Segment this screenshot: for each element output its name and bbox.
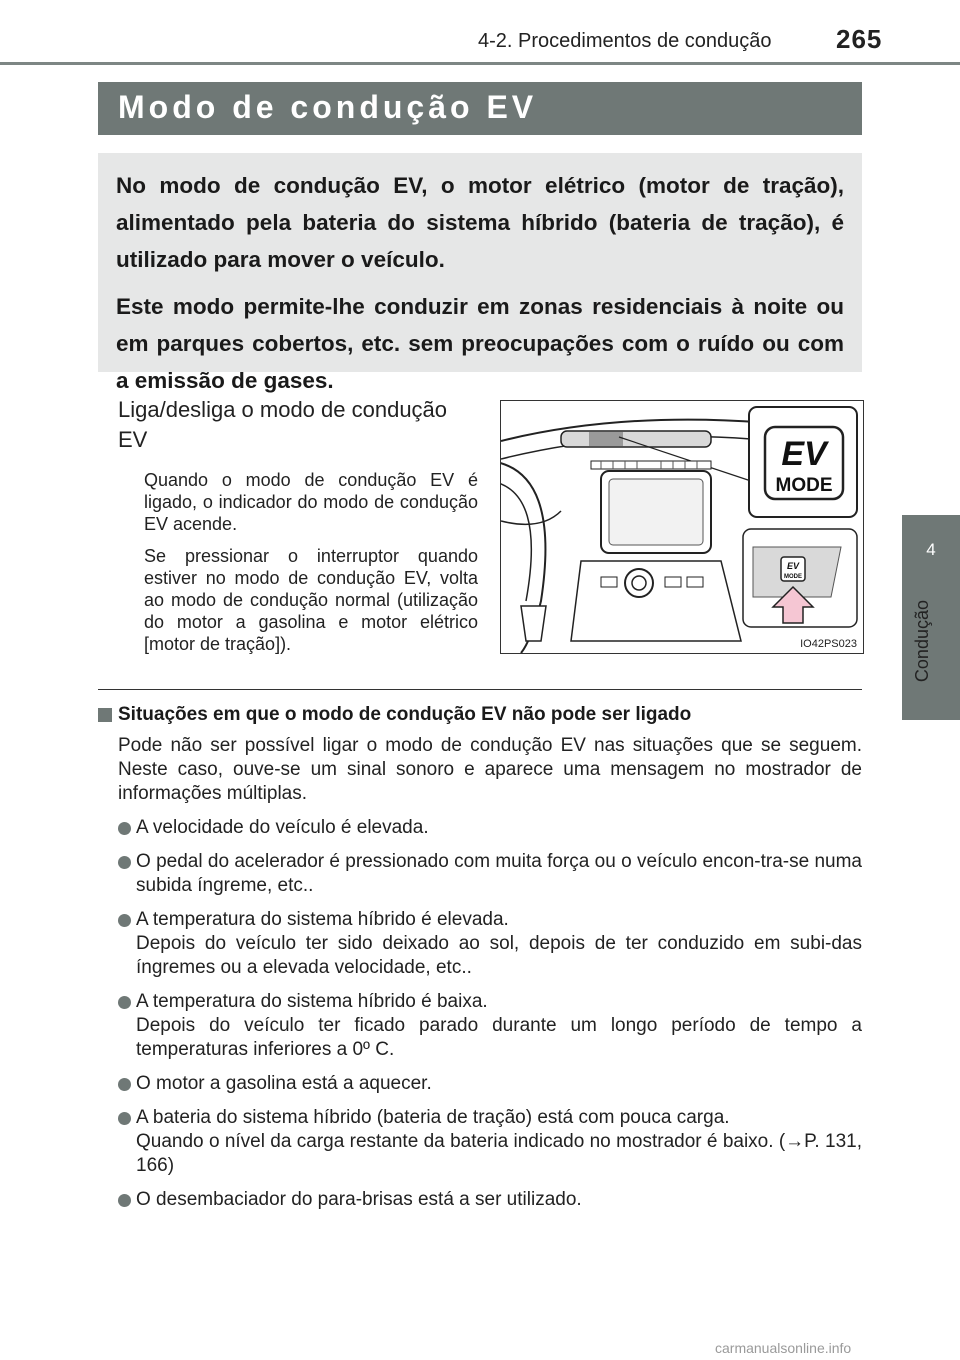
intro-box [98,153,862,393]
list-item-text: A temperatura do sistema híbrido é elevada. [136,909,509,930]
ev-button-label-bottom: MODE [775,475,833,496]
svg-text:MODE: MODE [784,574,802,580]
svg-text:EV: EV [786,561,800,571]
bullet-dot-icon [118,822,131,835]
figure-code: IO42PS023 [800,638,857,650]
section-title: Modo de condução EV [118,89,538,125]
situations-section [98,702,862,1222]
bullet-dot-icon [118,856,131,869]
situations-heading [98,702,862,728]
page-number: 265 [836,24,883,54]
list-item-text: A temperatura do sistema híbrido é baixa. [136,991,488,1012]
chapter-label-text: Condução [912,600,932,683]
list-item [98,816,862,840]
list-item [98,990,862,1062]
bullet-dot-icon [118,1194,131,1207]
list-item [98,1072,862,1096]
list-item [98,1188,862,1212]
square-bullet-icon [98,708,112,722]
list-item-detail: Depois do veículo ter ficado parado durante um longo período de tempo a temperaturas inferiores a 0º C. [136,1015,862,1060]
toggle-description [118,395,478,665]
list-item [98,850,862,898]
list-item-text: O desembaciador do para-brisas está a ser utilizado. [136,1189,582,1210]
list-item-text: A velocidade do veículo é elevada. [136,817,429,838]
list-item-detail: Quando o nível da carga restante da bateria indicado no mostrador é baixo. (→P. 131, 166) [136,1131,862,1176]
bullet-dot-icon [118,996,131,1009]
ev-button-label-top: EV [781,435,827,473]
toggle-heading: Liga/desliga o modo de condução EV [118,397,448,452]
chapter-number: 4 [926,540,936,559]
list-item-text: A bateria do sistema híbrido (bateria de tração) está com pouca carga. [136,1107,730,1128]
running-header-section: 4-2. Procedimentos de condução [478,30,772,52]
chapter-label [912,600,942,710]
list-item-detail: Depois do veículo ter sido deixado ao sol, depois de ter conduzido em subi-das íngremes ou a elevada velocidade, etc.. [136,933,862,978]
list-item [98,908,862,980]
bullet-dot-icon [118,1078,131,1091]
list-item [98,1106,862,1178]
dashboard-drawing [501,401,863,653]
intro-paragraph-1: No modo de condução EV, o motor elétrico (motor de tração), alimentado pela bateria do sistema híbrido (bateria de tração), é utilizado para mover o veículo. [116,173,844,272]
dashboard-illustration [500,400,864,654]
situations-list [98,816,862,1212]
toggle-paragraph-2: Se pressionar o interruptor quando estiver no modo de condução EV, volta ao modo de condução normal (utilização do motor a gasolina e motor elétrico [motor de tração]). [144,546,478,654]
situations-intro: Pode não ser possível ligar o modo de condução EV nas situações que se seguem. Neste caso, ouve-se um sinal sonoro e aparece uma mensagem no mostrador de informações múltiplas. [118,735,862,804]
list-item-text: O pedal do acelerador é pressionado com muita força ou o veículo encon-tra-se numa subida íngreme, etc.. [136,851,862,896]
section-divider [98,689,862,690]
bullet-dot-icon [118,1112,131,1125]
intro-paragraph-2: Este modo permite-lhe conduzir em zonas residenciais à noite ou em parques cobertos, etc. sem preocupações com o ruído ou com a emissão de gases. [116,294,844,393]
list-item-text: O motor a gasolina está a aquecer. [136,1073,432,1094]
watermark: carmanualsonline.info [715,1340,852,1356]
bullet-dot-icon [118,914,131,927]
header-rule [0,62,960,65]
toggle-paragraph-1: Quando o modo de condução EV é ligado, o indicador do modo de condução EV acende. [144,470,478,534]
situations-heading-text: Situações em que o modo de condução EV não pode ser ligado [118,704,692,725]
